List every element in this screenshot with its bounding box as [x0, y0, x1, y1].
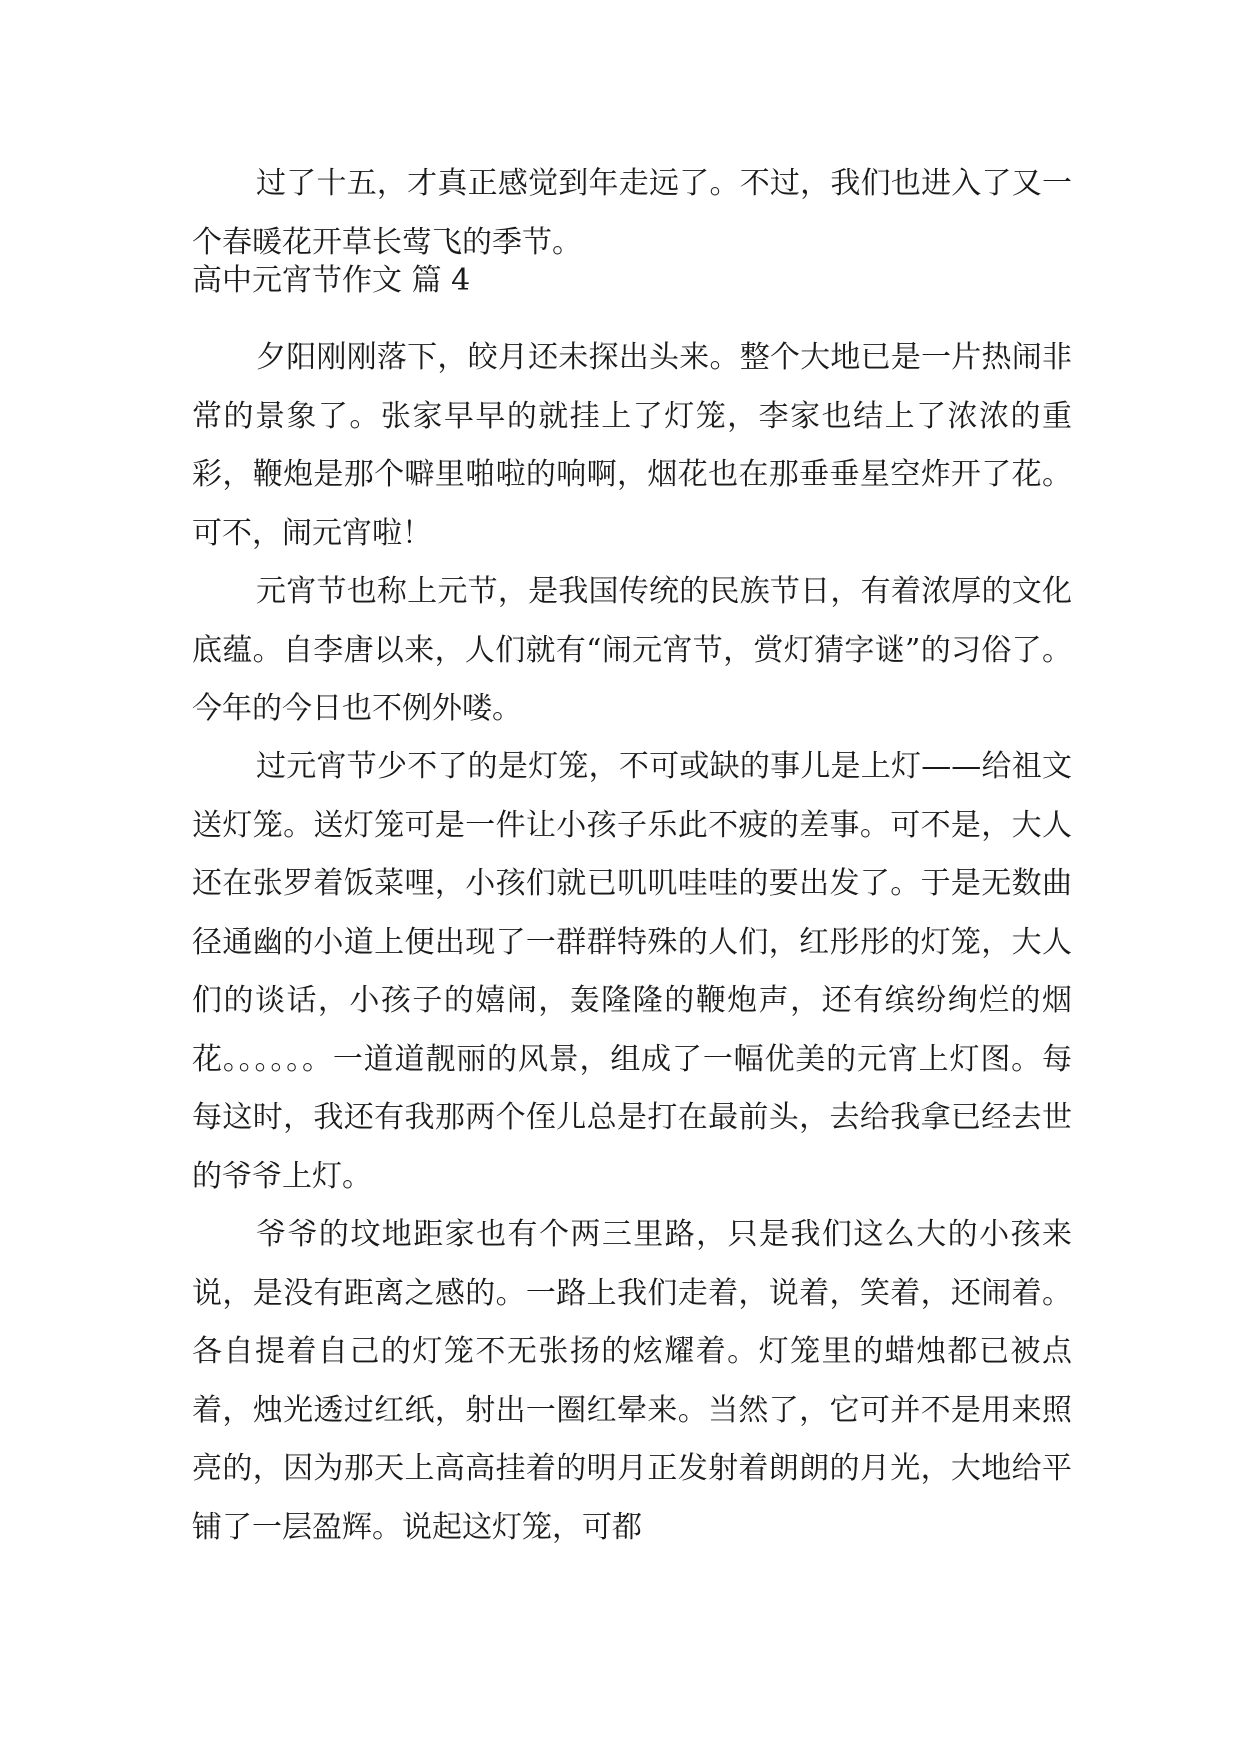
section-heading: 高中元宵节作文 篇 4 — [192, 263, 471, 298]
paragraph-3: 元宵节也称上元节，是我国传统的民族节日，有着浓厚的文化底蕴。自李唐以来，人们就有“闹元宵节，赏灯猜字谜”的习俗了。今年的今日也不例外喽。 — [192, 574, 1072, 726]
paragraph-2: 夕阳刚刚落下，皎月还未探出头来。整个大地已是一片热闹非常的景象了。张家早早的就挂上了灯笼，李家也结上了浓浓的重彩，鞭炮是那个噼里啪啦的响啊，烟花也在那垂垂星空炸开了花。可不，闹元宵啦！ — [192, 340, 1072, 551]
paragraph-1: 过了十五，才真正感觉到年走远了。不过，我们也进入了又一个春暖花开草长莺飞的季节。 — [192, 166, 1072, 260]
paragraph-5: 爷爷的坟地距家也有个两三里路，只是我们这么大的小孩来说，是没有距离之感的。一路上我们走着，说着，笑着，还闹着。各自提着自己的灯笼不无张扬的炫耀着。灯笼里的蜡烛都已被点着，烛光透过红纸，射出一圈红晕来。当然了，它可并不是用来照亮的，因为那天上高高挂着的明月正发射着朗朗的月光，大地给平铺了一层盈辉。说起这灯笼，可都 — [192, 1217, 1072, 1545]
paragraph-4: 过元宵节少不了的是灯笼，不可或缺的事儿是上灯——给祖文送灯笼。送灯笼可是一件让小孩子乐此不疲的差事。可不是，大人还在张罗着饭菜哩，小孩们就已叽叽哇哇的要出发了。于是无数曲径通幽的小道上便出现了一群群特殊的人们，红彤彤的灯笼，大人们的谈话，小孩子的嬉闹，轰隆隆的鞭炮声，还有缤纷绚烂的烟花。。。。。。一道道靓丽的风景，组成了一幅优美的元宵上灯图。每每这时，我还有我那两个侄儿总是打在最前头，去给我拿已经去世的爷爷上灯。 — [192, 749, 1072, 1194]
